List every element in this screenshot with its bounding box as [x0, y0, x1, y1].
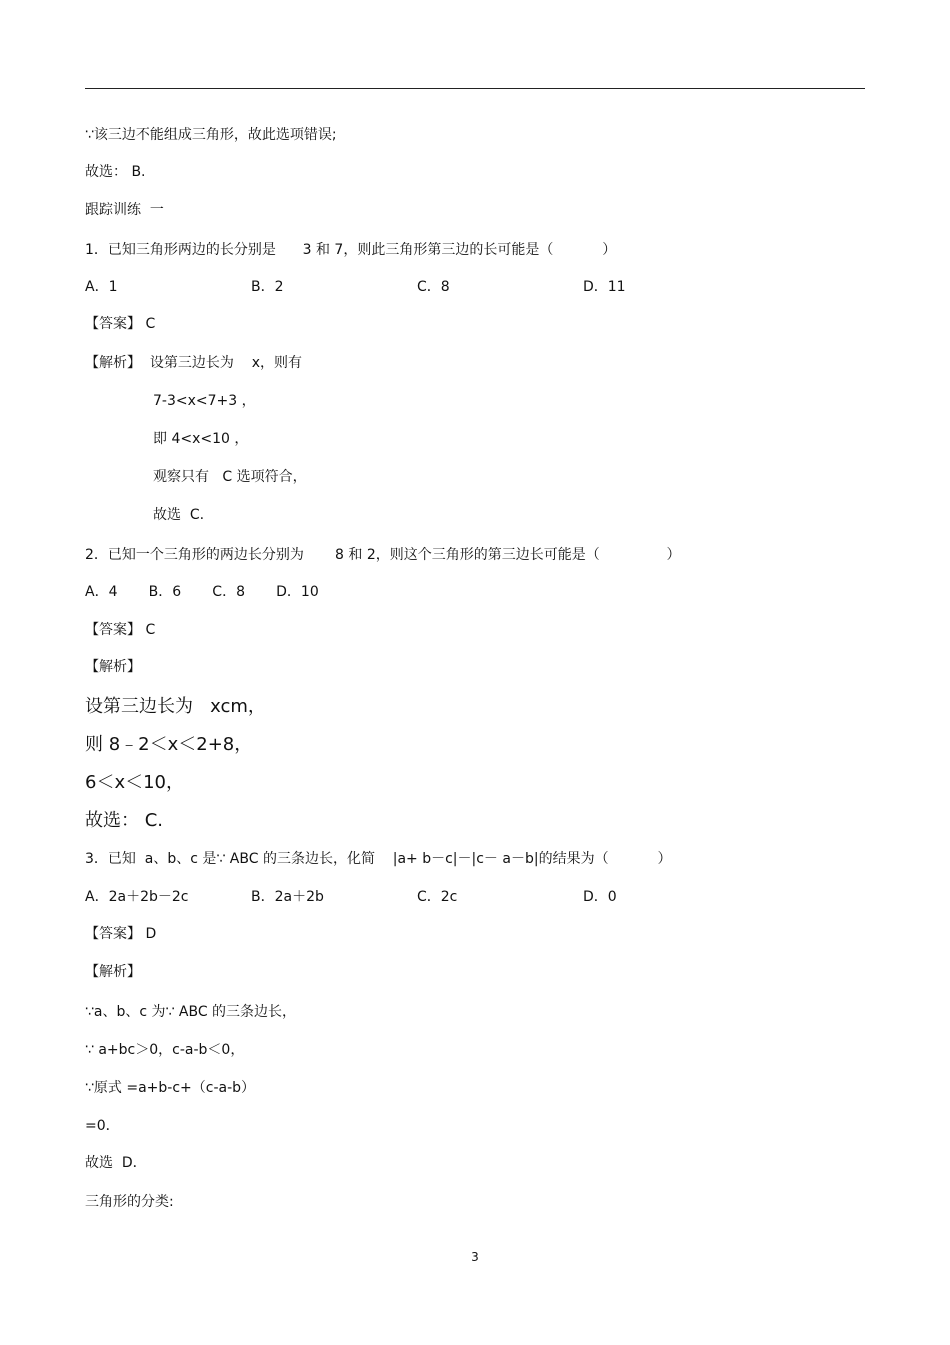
header-rule — [85, 88, 865, 89]
analysis-step: 6＜x＜10， — [85, 772, 185, 793]
analysis-step: 则 8﹣2＜x＜2+8， — [85, 734, 253, 755]
answer-label: 【答案】 C — [85, 622, 156, 638]
analysis-step: 设第三边长为 xcm， — [85, 696, 266, 717]
analysis-step: ∵a、b、c 为∵ ABC 的三条边长， — [85, 1004, 297, 1020]
option-c: C．8 — [417, 279, 450, 295]
section-heading: 跟踪训练 一 — [85, 202, 164, 218]
analysis-step: 故选： C. — [85, 810, 164, 831]
analysis-step: 故选 D． — [85, 1155, 147, 1171]
answer-label: 【答案】 D — [85, 926, 157, 942]
analysis-label: 【解析】 设第三边长为 x，则有 — [85, 355, 302, 371]
question-1: 1．已知三角形两边的长分别是 3 和 7，则此三角形第三边的长可能是（ ） — [85, 242, 617, 258]
page-number: 3 — [471, 1250, 479, 1264]
option-b: B．2a＋2b — [251, 889, 324, 905]
analysis-step: =0． — [85, 1118, 120, 1134]
analysis-step: 即 4<x<10 ， — [153, 431, 249, 447]
option-d: D．0 — [583, 889, 617, 905]
option-b: B．2 — [251, 279, 284, 295]
analysis-label: 【解析】 — [85, 964, 141, 980]
text-line: 故选： B. — [85, 164, 146, 180]
option-c: C．2c — [417, 889, 458, 905]
analysis-step: 故选 C. — [153, 507, 205, 523]
answer-label: 【答案】 C — [85, 316, 156, 332]
option-d: D．11 — [583, 279, 626, 295]
options-row: A．4 B．6 C．8 D．10 — [85, 584, 319, 600]
question-2: 2．已知一个三角形的两边长分别为 8 和 2，则这个三角形的第三边长可能是（ ） — [85, 547, 681, 563]
analysis-step: 7-3<x<7+3 ， — [153, 393, 256, 409]
analysis-step: ∵原式 =a+b-c+（c-a-b） — [85, 1080, 256, 1096]
text-line: ∵该三边不能组成三角形，故此选项错误; — [85, 127, 337, 143]
analysis-step: 观察只有 C 选项符合， — [153, 469, 307, 485]
section-heading: 三角形的分类: — [85, 1194, 174, 1210]
option-a: A．1 — [85, 279, 118, 295]
analysis-step: ∵ a+bc＞0，c-a-b＜0， — [85, 1042, 245, 1058]
question-3: 3．已知 a、b、c 是∵ ABC 的三条边长，化简 |a+ b－c|－|c－ a－b|的结果为（ ） — [85, 851, 672, 867]
analysis-label: 【解析】 — [85, 659, 141, 675]
option-a: A．2a＋2b－2c — [85, 889, 189, 905]
